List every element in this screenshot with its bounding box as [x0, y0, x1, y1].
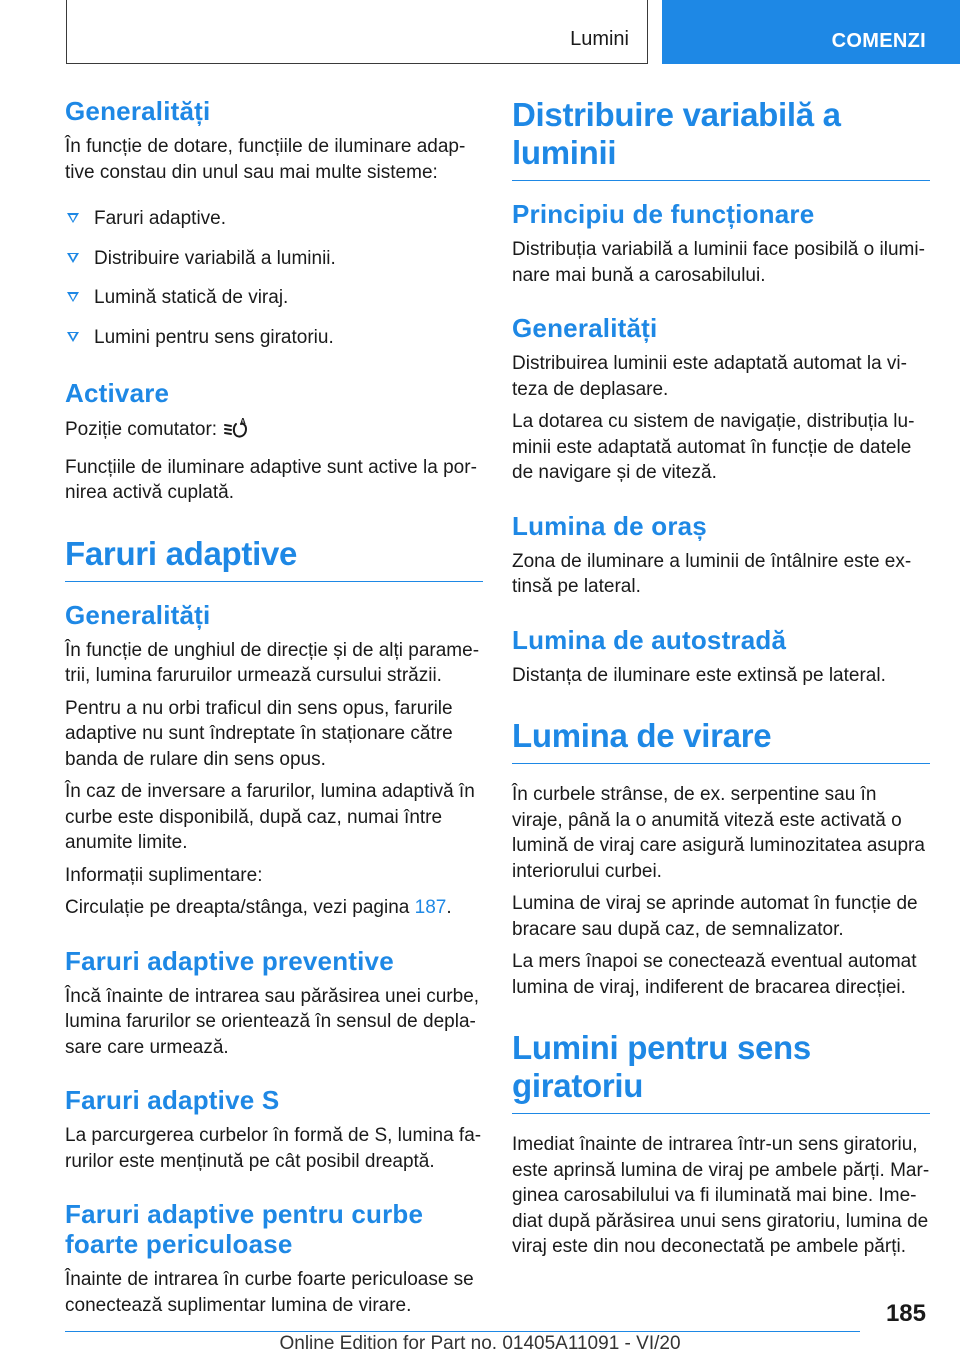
bullet-triangle-icon — [67, 213, 79, 223]
header-chapter-title: COMENZI — [831, 30, 926, 52]
paragraph-activare: Funcțiile de iluminare adaptive sunt active la pornirea activă cuplată. — [65, 456, 477, 503]
right-column — [512, 96, 930, 1267]
paragraph-gen-right-2: La dotarea cu sistem de navigație, distribuția luminii este adaptată automat în funcție de datele de navigare și de viteză. — [512, 411, 915, 483]
heading-adaptive-s: Faruri adaptive S — [65, 1085, 280, 1115]
svg-text:A: A — [240, 417, 246, 426]
paragraph-preventive: Încă înainte de intrarea sau părăsirea unei curbe, lumina farurilor se orientează în sensul de deplasare care urmează. — [65, 985, 480, 1058]
heading-lumina-oras: Lumina de oraș — [512, 510, 707, 541]
left-column — [65, 96, 483, 1325]
paragraph-gen2-4: Informații suplimentare: — [65, 864, 263, 886]
heading-generalitati-2: Generalități — [65, 599, 211, 630]
heading-lumina-virare: Lumina de virare — [512, 717, 930, 764]
list-item: Distribuire variabilă a luminii. — [65, 246, 483, 272]
paragraph-activare-switch: Poziție comutator: A — [65, 416, 483, 448]
paragraph-adaptive-s: La parcurgerea curbelor în formă de S, lumina farurilor este menținută pe cât posibil dreaptă. — [65, 1125, 482, 1172]
heading-generalitati: Generalități — [65, 96, 211, 126]
list-item: Faruri adaptive. — [65, 206, 483, 232]
bullet-triangle-icon — [67, 253, 79, 263]
heading-distribuire: Distribuire variabilă a luminii — [512, 96, 930, 181]
list-item: Lumini pentru sens giratoriu. — [65, 325, 483, 351]
heading-faruri-adaptive: Faruri adaptive — [65, 535, 483, 582]
paragraph-lumina-autostrada: Distanța de iluminare este extinsă pe lateral. — [512, 664, 886, 686]
auto-headlight-switch-icon — [223, 416, 249, 448]
heading-periculoase: Faruri adaptive pentru curbe foarte periculoase — [65, 1199, 424, 1259]
paragraph-gen-right-1: Distribuirea luminii este adaptată automat la viteza de deplasare. — [512, 353, 907, 400]
heading-generalitati-right: Generalități — [512, 313, 658, 343]
heading-preventive: Faruri adaptive preventive — [65, 945, 394, 976]
footer-edition: Online Edition for Part no. 01405A11091 - VI/20 — [279, 1333, 681, 1354]
paragraph-gen2-5: Circulație pe dreapta/stânga, vezi pagina 187. — [65, 897, 452, 918]
footer-divider — [65, 1331, 860, 1332]
paragraph-lumina-oras: Zona de iluminare a luminii de întâlnire este extinsă pe lateral. — [512, 550, 912, 597]
systems-list — [65, 206, 483, 350]
heading-lumina-autostrada: Lumina de autostradă — [512, 624, 787, 655]
heading-activare: Activare — [65, 378, 170, 408]
list-item: Lumină statică de viraj. — [65, 285, 483, 311]
paragraph-virare-1: În curbele strânse, de ex. serpentine sau în viraje, până la o anumită viteză este activată o lumină de viraj care asigură luminozitatea asupra interiorului curbei. — [512, 784, 925, 882]
paragraph-principiu: Distribuția variabilă a luminii face posibilă o iluminare mai bună a carosabilului. — [512, 239, 925, 286]
page-reference-link[interactable]: 187 — [414, 897, 447, 918]
header-section-box — [66, 0, 648, 64]
heading-sens-giratoriu: Lumini pentru sens giratoriu — [512, 1029, 930, 1114]
paragraph-gen2-3: În caz de inversare a farurilor, lumina adaptivă în curbe este disponibilă, după caz, numai între anumite limite. — [65, 781, 475, 853]
bullet-triangle-icon — [67, 292, 79, 302]
paragraph-generalitati: În funcție de dotare, funcțiile de iluminare adaptive constau din unul sau mai multe sisteme: — [65, 136, 466, 183]
header-section-title: Lumini — [570, 28, 629, 50]
paragraph-gen2-1: În funcție de unghiul de direcție și de alți parametrii, lumina faruruilor urmează cursului străzii. — [65, 639, 480, 686]
bullet-triangle-icon — [67, 332, 79, 342]
header-chapter-tab — [662, 0, 960, 64]
paragraph-virare-2: Lumina de viraj se aprinde automat în funcție de bracare sau după caz, de semnalizator. — [512, 893, 918, 940]
paragraph-virare-3: La mers înapoi se conectează eventual automat lumina de viraj, indiferent de bracarea direcției. — [512, 951, 917, 998]
heading-principiu: Principiu de funcționare — [512, 199, 815, 229]
page-header — [0, 0, 960, 66]
page-number: 185 — [885, 1300, 926, 1327]
paragraph-gen2-2: Pentru a nu orbi traficul din sens opus, farurile adaptive nu sunt îndreptate în staționare către banda de rulare din sens opus. — [65, 697, 453, 770]
paragraph-periculoase: Înainte de intrarea în curbe foarte periculoase se conectează suplimentar lumina de virare. — [65, 1269, 474, 1316]
paragraph-sens-giratoriu: Imediat înainte de intrarea într-un sens giratoriu, este aprinsă lumina de viraj pe ambele părți. Marginea carosabilului va fi iluminată mai bine. Imediat după părăsirea unui sens giratoriu, lumina de viraj este din nou deconectată pe ambele părți. — [512, 1134, 930, 1257]
